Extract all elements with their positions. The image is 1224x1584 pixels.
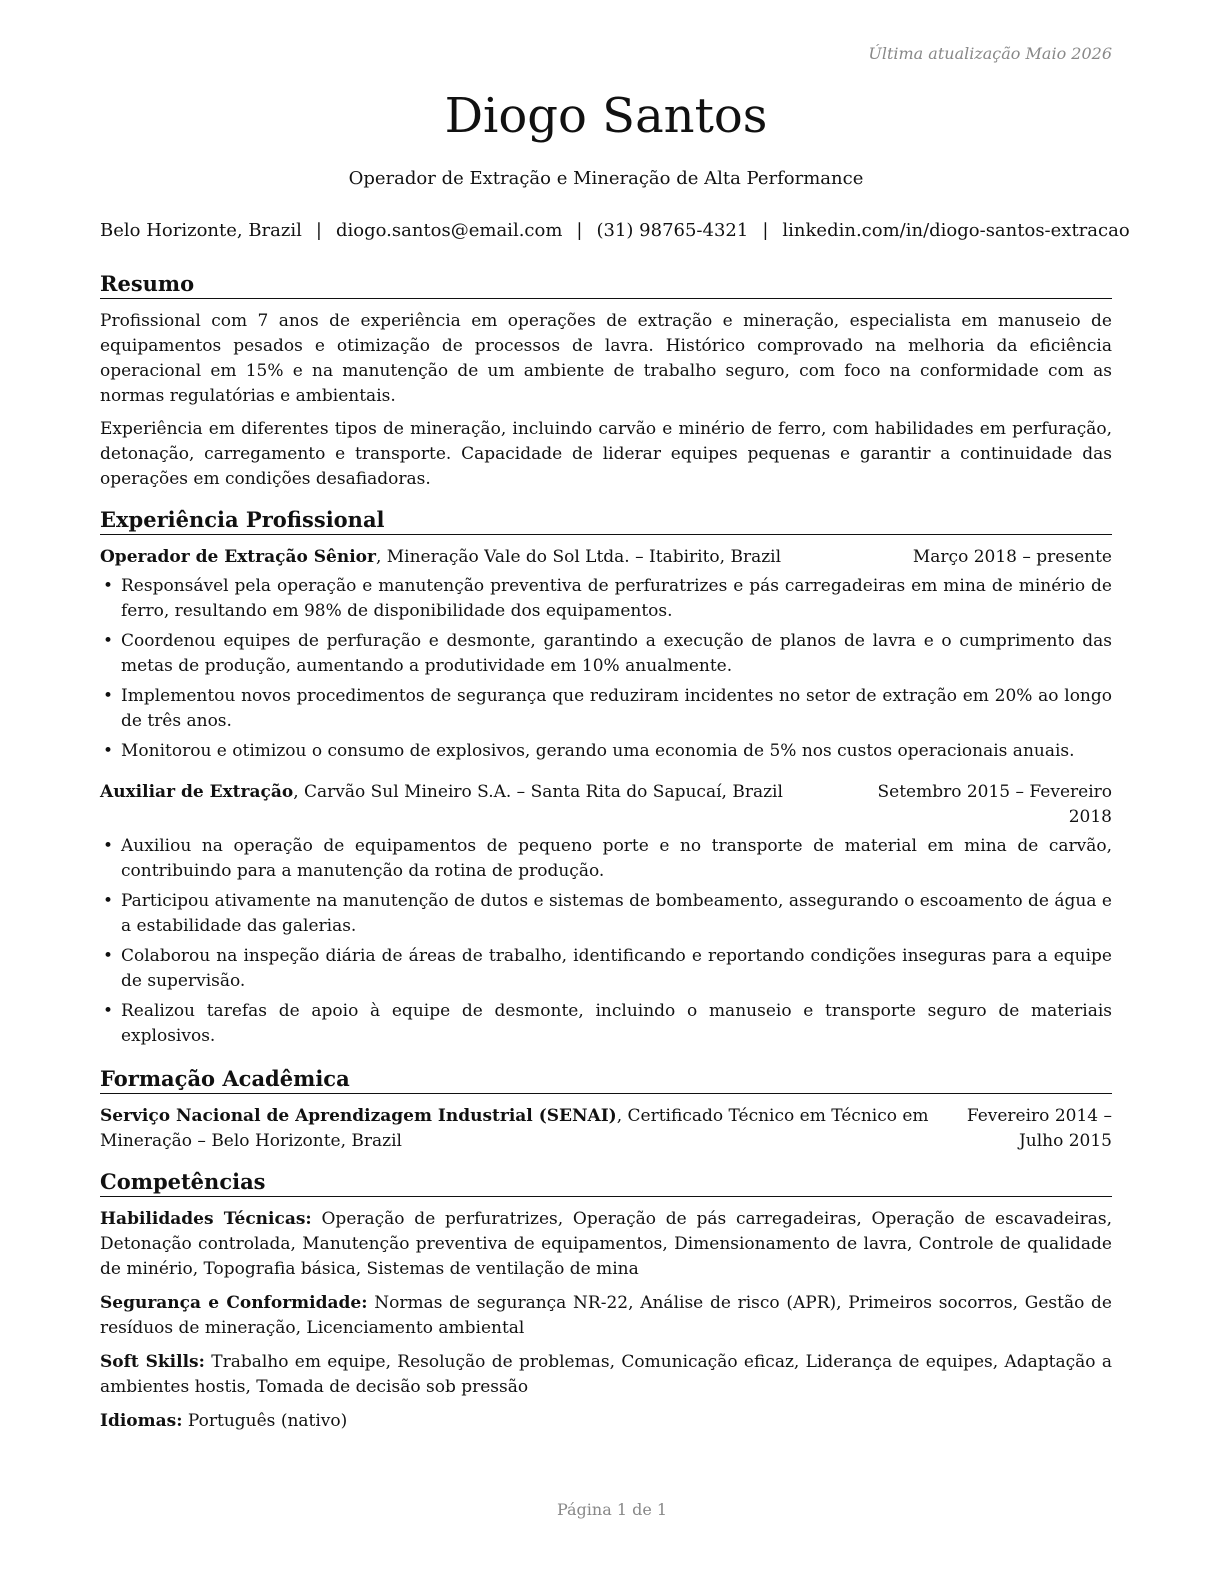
contact-phone: (31) 98765-4321 — [596, 220, 749, 241]
job-bullets — [100, 574, 1112, 764]
resume-content — [100, 270, 1112, 1448]
skills-section — [100, 1168, 1112, 1434]
bullet-icon: • — [103, 576, 114, 596]
page-number: Página 1 de 1 — [556, 1500, 668, 1519]
job-title-line — [100, 545, 893, 570]
headline: Operador de Extração e Mineração de Alta Performance — [348, 168, 864, 189]
job-header — [100, 545, 1112, 570]
education-entry — [100, 1104, 1112, 1154]
bullet-icon: • — [103, 686, 114, 706]
list-item: • Participou ativamente na manutenção de dutos e sistemas de bombeamento, assegurando o escoamento de água e a estabilidade das galerias. — [103, 891, 1112, 936]
last-updated: Última atualização Maio 2026 — [868, 44, 1112, 63]
list-item: • Colaborou na inspeção diária de áreas de trabalho, identificando e reportando condições inseguras para a equipe de supervisão. — [103, 946, 1112, 991]
education-institution: Serviço Nacional de Aprendizagem Industrial (SENAI) — [100, 1106, 617, 1126]
contact-separator: | — [762, 220, 769, 241]
resume-page — [100, 0, 1130, 1584]
section-title: Resumo — [100, 270, 1112, 299]
skill-group — [100, 1291, 1112, 1341]
summary-section — [100, 270, 1112, 492]
bullet-icon: • — [103, 946, 114, 966]
section-title: Formação Acadêmica — [100, 1065, 1112, 1094]
job-company: , Mineração Vale do Sol Ltda. – Itabirito, Brazil — [375, 547, 782, 567]
bullet-icon: • — [103, 741, 114, 761]
skill-label: Soft Skills: — [100, 1352, 205, 1372]
education-line — [100, 1104, 942, 1154]
skill-text: Operação de perfuratrizes, Operação de pás carregadeiras, Operação de escavadeiras, Detonação controlada, Manutenção preventiva de equipamentos, Dimensionamento de lavra, Controle de qualidade de minério, Topografia básica, Sistemas de ventilação de mina — [100, 1209, 1112, 1279]
job-company: , Carvão Sul Mineiro S.A. – Santa Rita do Sapucaí, Brazil — [293, 782, 783, 802]
contact-line — [100, 218, 1130, 244]
contact-separator: | — [576, 220, 583, 241]
section-title: Experiência Profissional — [100, 506, 1112, 535]
list-item: • Coordenou equipes de perfuração e desmonte, garantindo a execução de planos de lavra e o cumprimento das metas de produção, aumentando a produtividade em 10% anualmente. — [103, 631, 1112, 676]
summary-paragraph: Experiência em diferentes tipos de mineração, incluindo carvão e minério de ferro, com habilidades em perfuração, detonação, carregamento e transporte. Capacidade de liderar equipes pequenas e garantir a continuidade das operações em condições desafiadoras. — [100, 419, 1112, 489]
job-dates: Setembro 2015 – Fevereiro 2018 — [877, 782, 1112, 827]
list-item: • Monitorou e otimizou o consumo de explosivos, gerando uma economia de 5% nos custos operacionais anuais. — [100, 739, 1112, 764]
job-dates: Março 2018 – presente — [912, 547, 1112, 567]
contact-location: Belo Horizonte, Brazil — [100, 220, 302, 241]
skill-label: Segurança e Conformidade: — [100, 1293, 368, 1313]
education-section — [100, 1065, 1112, 1154]
bullet-icon: • — [103, 836, 114, 856]
skill-group — [100, 1350, 1112, 1400]
education-dates: Fevereiro 2014 – Julho 2015 — [966, 1106, 1112, 1151]
bullet-icon: • — [103, 891, 114, 911]
bullet-icon: • — [103, 1001, 114, 1021]
list-item: • Implementou novos procedimentos de segurança que reduziram incidentes no setor de extração em 20% ao longo de três anos. — [103, 686, 1112, 731]
skill-text: Trabalho em equipe, Resolução de problemas, Comunicação eficaz, Liderança de equipes, Adaptação a ambientes hostis, Tomada de decisão sob pressão — [100, 1352, 1112, 1397]
bullet-icon: • — [103, 631, 114, 651]
contact-linkedin[interactable]: linkedin.com/in/diogo-santos-extracao — [782, 220, 1130, 241]
education-details: , Certificado Técnico em Técnico em Mineração – Belo Horizonte, Brazil — [100, 1106, 929, 1151]
skill-label: Idiomas: — [100, 1411, 183, 1431]
job-role: Operador de Extração Sênior — [100, 547, 376, 567]
job-title-line — [100, 780, 852, 805]
contact-email[interactable]: diogo.santos@email.com — [335, 220, 563, 241]
list-item: • Auxiliou na operação de equipamentos de pequeno porte e no transporte de material em mina de carvão, contribuindo para a manutenção da rotina de produção. — [103, 836, 1112, 881]
experience-section — [100, 506, 1112, 1049]
section-title: Competências — [100, 1168, 1112, 1197]
candidate-name: Diogo Santos — [444, 88, 768, 144]
job-header — [100, 780, 1112, 830]
list-item: • Realizou tarefas de apoio à equipe de desmonte, incluindo o manuseio e transporte seguro de materiais explosivos. — [103, 1001, 1112, 1046]
job-role: Auxiliar de Extração — [100, 782, 294, 802]
skill-text: Português (nativo) — [182, 1411, 348, 1431]
summary-paragraph: Profissional com 7 anos de experiência em operações de extração e mineração, especialista em manuseio de equipamentos pesados e otimização de processos de lavra. Histórico comprovado na melhoria da eficiência operacional em 15% e na manutenção de um ambiente de trabalho seguro, com foco na conformidade com as normas regulatórias e ambientais. — [100, 311, 1112, 406]
skill-group — [100, 1409, 1112, 1434]
list-item: • Responsável pela operação e manutenção preventiva de perfuratrizes e pás carregadeiras em mina de minério de ferro, resultando em 98% de disponibilidade dos equipamentos. — [103, 576, 1112, 621]
skill-group — [100, 1207, 1112, 1282]
contact-separator: | — [315, 220, 322, 241]
skill-text: Normas de segurança NR-22, Análise de risco (APR), Primeiros socorros, Gestão de resíduos de mineração, Licenciamento ambiental — [100, 1293, 1112, 1338]
job-bullets — [100, 834, 1112, 1049]
job-entry — [100, 545, 1112, 764]
job-entry — [100, 780, 1112, 1049]
skill-label: Habilidades Técnicas: — [100, 1209, 312, 1229]
